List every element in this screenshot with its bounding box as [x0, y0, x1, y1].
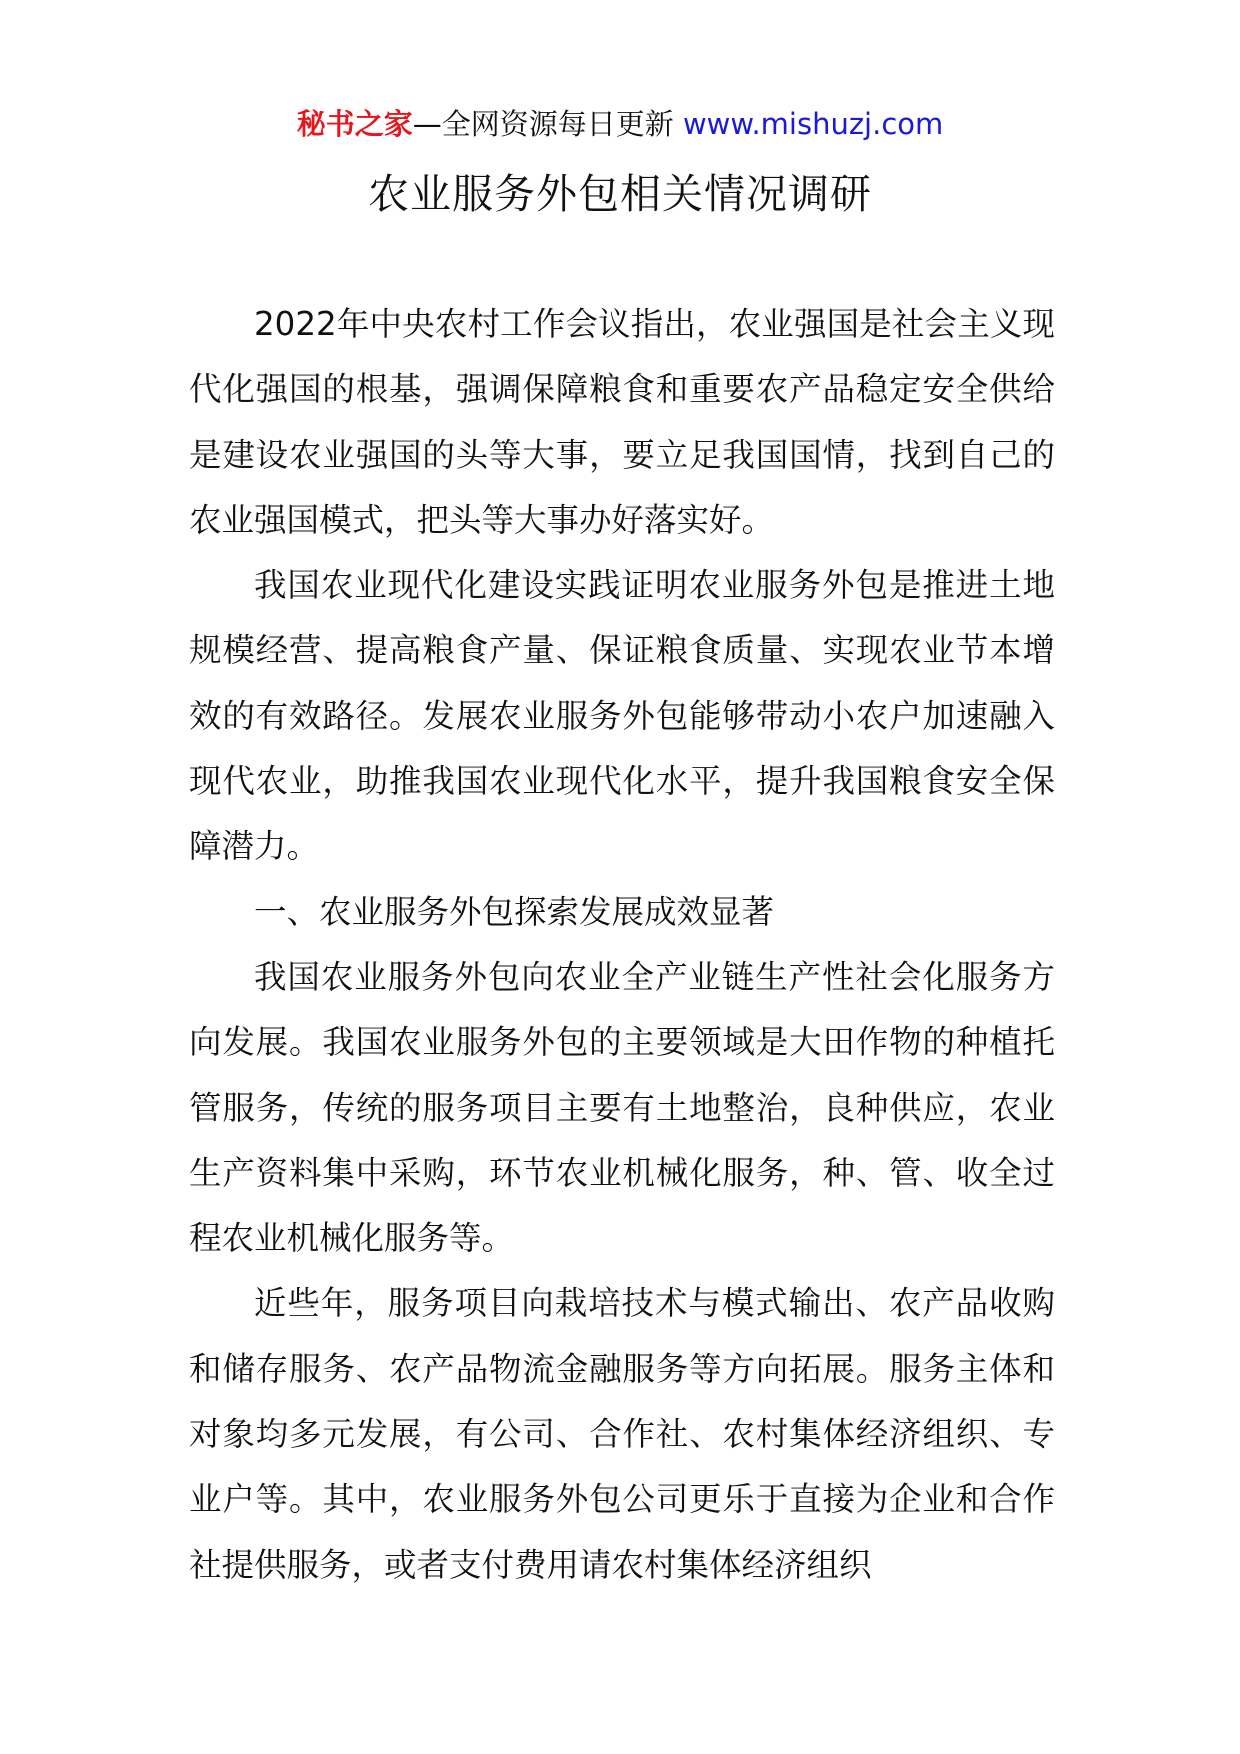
site-brand: 秘书之家 [296, 107, 413, 141]
paragraph: 2022年中央农村工作会议指出，农业强国是社会主义现代化强国的根基，强调保障粮食和重要农产品稳定安全供给是建设农业强国的头等大事，要立足我国国情，找到自己的农业强国模式，把头等大事办好落实好。 [189, 305, 1055, 539]
paragraph: 我国农业服务外包向农业全产业链生产性社会化服务方向发展。我国农业服务外包的主要领域是大田作物的种植托管服务，传统的服务项目主要有土地整治，良种供应，农业生产资料集中采购，环节农业机械化服务，种、管、收全过程农业机械化服务等。 [189, 957, 1055, 1258]
document-body [189, 292, 1055, 1598]
document-title: 农业服务外包相关情况调研 [368, 170, 872, 218]
site-slogan: —全网资源每日更新 [412, 107, 674, 141]
site-header [0, 104, 1240, 144]
paragraph: 我国农业现代化建设实践证明农业服务外包是推进土地规模经营、提高粮食产量、保证粮食质量、实现农业节本增效的有效路径。发展农业服务外包能够带动小农户加速融入现代农业，助推我国农业现代化水平，提升我国粮食安全保障潜力。 [189, 566, 1055, 866]
site-url-link[interactable]: www.mishuzj.com [682, 107, 944, 141]
section-heading: 一、农业服务外包探索发展成效显著 [254, 892, 775, 931]
paragraph: 近些年，服务项目向栽培技术与模式输出、农产品收购和储存服务、农产品物流金融服务等方向拓展。服务主体和对象均多元发展，有公司、合作社、农村集体经济组织、专业户等。其中，农业服务外包公司更乐于直接为企业和合作社提供服务，或者支付费用请农村集体经济组织 [189, 1284, 1055, 1584]
